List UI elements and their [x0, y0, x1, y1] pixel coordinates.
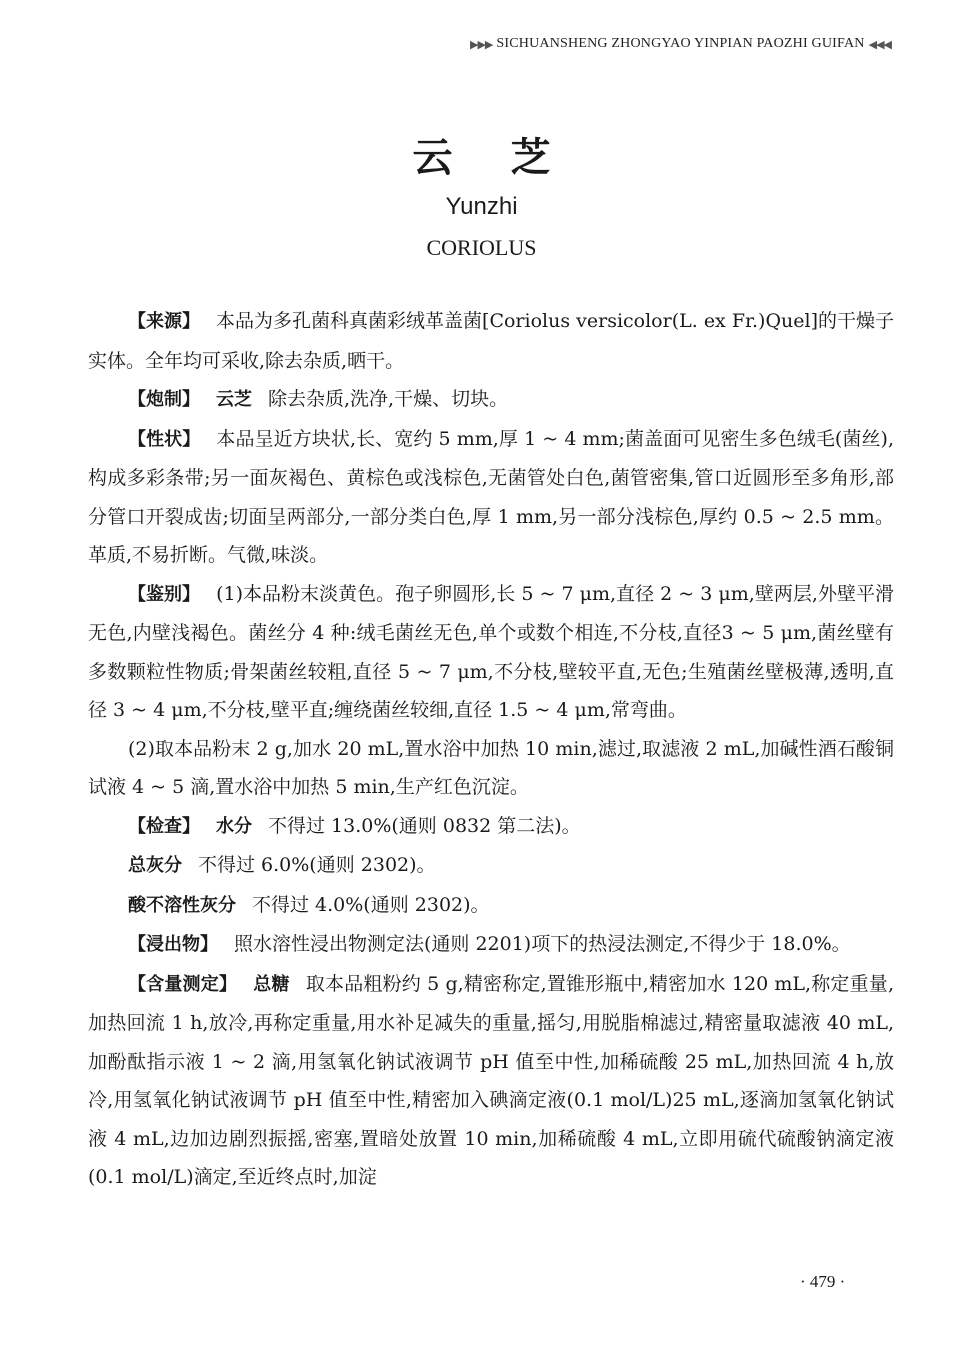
source-text: 本品为多孔菌科真菌彩绒革盖菌[Coriolus versicolor(L. ex Fr.)Quel]的干燥子实体。全年均可采收,除去杂质,晒干。: [88, 310, 894, 372]
water-text: 不得过 13.0%(通则 0832 第二法)。: [268, 814, 581, 837]
description-text: 本品呈近方块状,长、宽约 5 mm,厚 1 ~ 4 mm;菌盖面可见密生多色绒毛(菌丝),构成多彩条带;另一面灰褐色、黄棕色或浅棕色,无菌管处白色,菌管密集,管口近圆形至多角形,部分管口开裂成齿;切面呈两部分,一部分类白色,厚 1 mm,另一部分浅棕色,厚约 0.5 ~ 2.5 mm。革质,不易折断。气微,味淡。: [88, 427, 895, 566]
inspection-acid-insoluble-ash: [88, 886, 894, 926]
monograph-body: [88, 302, 894, 1197]
section-inspection: [88, 807, 894, 847]
label-identification: 【鉴别】: [128, 583, 201, 605]
label-assay: 【含量测定】: [128, 973, 238, 995]
label-inspection: 【检查】: [128, 815, 200, 837]
label-processing: 【炮制】: [128, 389, 200, 410]
header-arrow-left-icon: ◀◀◀: [868, 38, 891, 51]
assay-text: 取本品粗粉约 5 g,精密称定,置锥形瓶中,精密加水 120 mL,称定重量,加热回流 1 h,放冷,再称定重量,用水补足减失的重量,摇匀,用脱脂棉滤过,精密量取滤液 40 mL,加酚酞指示液 1 ~ 2 滴,用氢氧化钠试液调节 pH 值至中性,加稀硫酸 25 mL,加热回流 4 h,放冷,用氢氧化钠试液调节 pH 值至中性,精密加入碘滴定液(0.1 mol/L)25 mL,逐滴加氢氧化钠试液 4 mL,边加边剧烈振摇,密塞,置暗处放置 10 min,加稀硫酸 4 mL,立即用硫代硫酸钠滴定液(0.1 mol/L)滴定,至近终点时,加淀: [88, 972, 895, 1188]
section-source: [88, 302, 894, 380]
section-processing: [88, 380, 894, 420]
label-extract: 【浸出物】: [128, 934, 218, 955]
title-pinyin: Yunzhi: [445, 193, 518, 220]
identification-paragraph-2: [88, 730, 894, 807]
section-extract: [88, 925, 894, 965]
section-identification: [88, 575, 894, 730]
sublabel-total-ash: 总灰分: [128, 855, 182, 876]
sublabel-processing: 云芝: [216, 389, 252, 410]
section-assay: [88, 965, 894, 1197]
processing-text: 除去杂质,洗净,干燥、切块。: [268, 388, 509, 410]
extract-text: 照水溶性浸出物测定法(通则 2201)项下的热浸法测定,不得少于 18.0%。: [234, 933, 851, 955]
running-header: [470, 36, 891, 52]
page-number: · 479 ·: [800, 1272, 846, 1291]
sublabel-water: 水分: [216, 815, 252, 837]
header-arrow-right-icon: ▶▶▶: [470, 38, 493, 51]
title-block: [0, 132, 963, 262]
section-description: [88, 420, 894, 575]
running-title: SICHUANSHENG ZHONGYAO YINPIAN PAOZHI GUIFAN: [496, 36, 865, 51]
label-source: 【来源】: [128, 311, 201, 332]
sublabel-total-sugar: 总糖: [253, 973, 290, 995]
total-ash-text: 不得过 6.0%(通则 2302)。: [198, 854, 436, 876]
identification-text-2: (2)取本品粉末 2 g,加水 20 mL,置水浴中加热 10 min,滤过,取滤液 2 mL,加碱性酒石酸铜试液 4 ~ 5 滴,置水浴中加热 5 min,生产红色沉淀。: [88, 737, 894, 798]
title-latin: CORIOLUS: [426, 235, 537, 260]
title-chinese: 云芝: [412, 134, 609, 181]
acid-insoluble-ash-text: 不得过 4.0%(通则 2302)。: [252, 893, 490, 916]
identification-text-1: (1)本品粉末淡黄色。孢子卵圆形,长 5 ~ 7 μm,直径 2 ~ 3 μm,壁两层,外壁平滑无色,内壁浅褐色。菌丝分 4 种:绒毛菌丝无色,单个或数个相连,不分枝,直径3 ~ 5 μm,菌丝壁有多数颗粒性物质;骨架菌丝较粗,直径 5 ~ 7 μm,不分枝,壁较平直,无色;生殖菌丝壁极薄,透明,直径 3 ~ 4 μm,不分枝,壁平直;缠绕菌丝较细,直径 1.5 ~ 4 μm,常弯曲。: [88, 582, 895, 721]
inspection-total-ash: [88, 846, 894, 886]
sublabel-acid-insoluble-ash: 酸不溶性灰分: [128, 894, 236, 916]
label-description: 【性状】: [128, 428, 201, 450]
